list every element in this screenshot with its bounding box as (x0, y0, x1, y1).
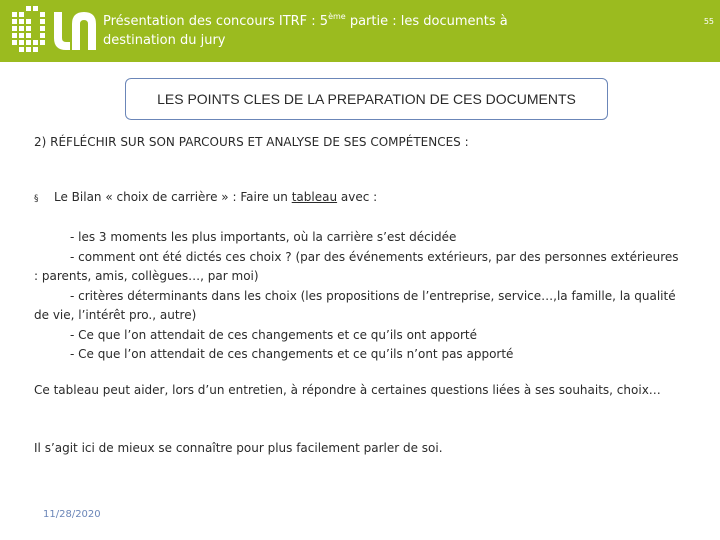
section-heading-box (125, 78, 608, 120)
bullet-marker: § (34, 194, 39, 204)
list-item: - critères déterminants dans les choix (les propositions de l’entreprise, service…,la famille, la qualité de vie, l’intérêt pro., autre) (34, 288, 676, 322)
un-logo-icon (10, 4, 96, 58)
slide-date: 11/28/2020 (43, 509, 101, 520)
criteria-list (34, 228, 684, 365)
subsection-title: 2) RÉFLÉCHIR SUR SON PARCOURS ET ANALYSE DE SES COMPÉTENCES : (34, 135, 469, 149)
paragraph-know-yourself: Il s’agit ici de mieux se connaître pour plus facilement parler de soi. (34, 441, 443, 455)
bullet-text-before: Faire un (236, 190, 292, 204)
list-item: - Ce que l’on attendait de ces changements et ce qu’ils ont apporté (70, 327, 477, 342)
bullet-bold-text: Le Bilan « choix de carrière » : (54, 190, 237, 204)
list-item: - les 3 moments les plus importants, où la carrière s’est décidée (70, 230, 457, 244)
bullet-item (34, 190, 377, 204)
bullet-underlined-text: tableau (291, 190, 338, 204)
list-item: - comment ont été dictés ces choix ? (par des événements extérieurs, par des personnes extérieures : parents, amis, collègues…, par moi) (34, 249, 679, 283)
list-item: - Ce que l’on attendait de ces changements et ce qu’ils n’ont pas apporté (70, 347, 514, 361)
slide-number: 55 (703, 17, 714, 26)
paragraph-table-help: Ce tableau peut aider, lors d’un entretien, à répondre à certaines questions liées à ses souhaits, choix… (34, 383, 661, 397)
header-bar (0, 0, 720, 62)
section-heading-text: LES POINTS CLES DE LA PREPARATION DE CES DOCUMENTS (157, 91, 576, 107)
bullet-text-after: avec : (337, 190, 378, 204)
slide-title: Présentation des concours ITRF : 5ème partie : les documents à destination du jury (103, 11, 508, 48)
